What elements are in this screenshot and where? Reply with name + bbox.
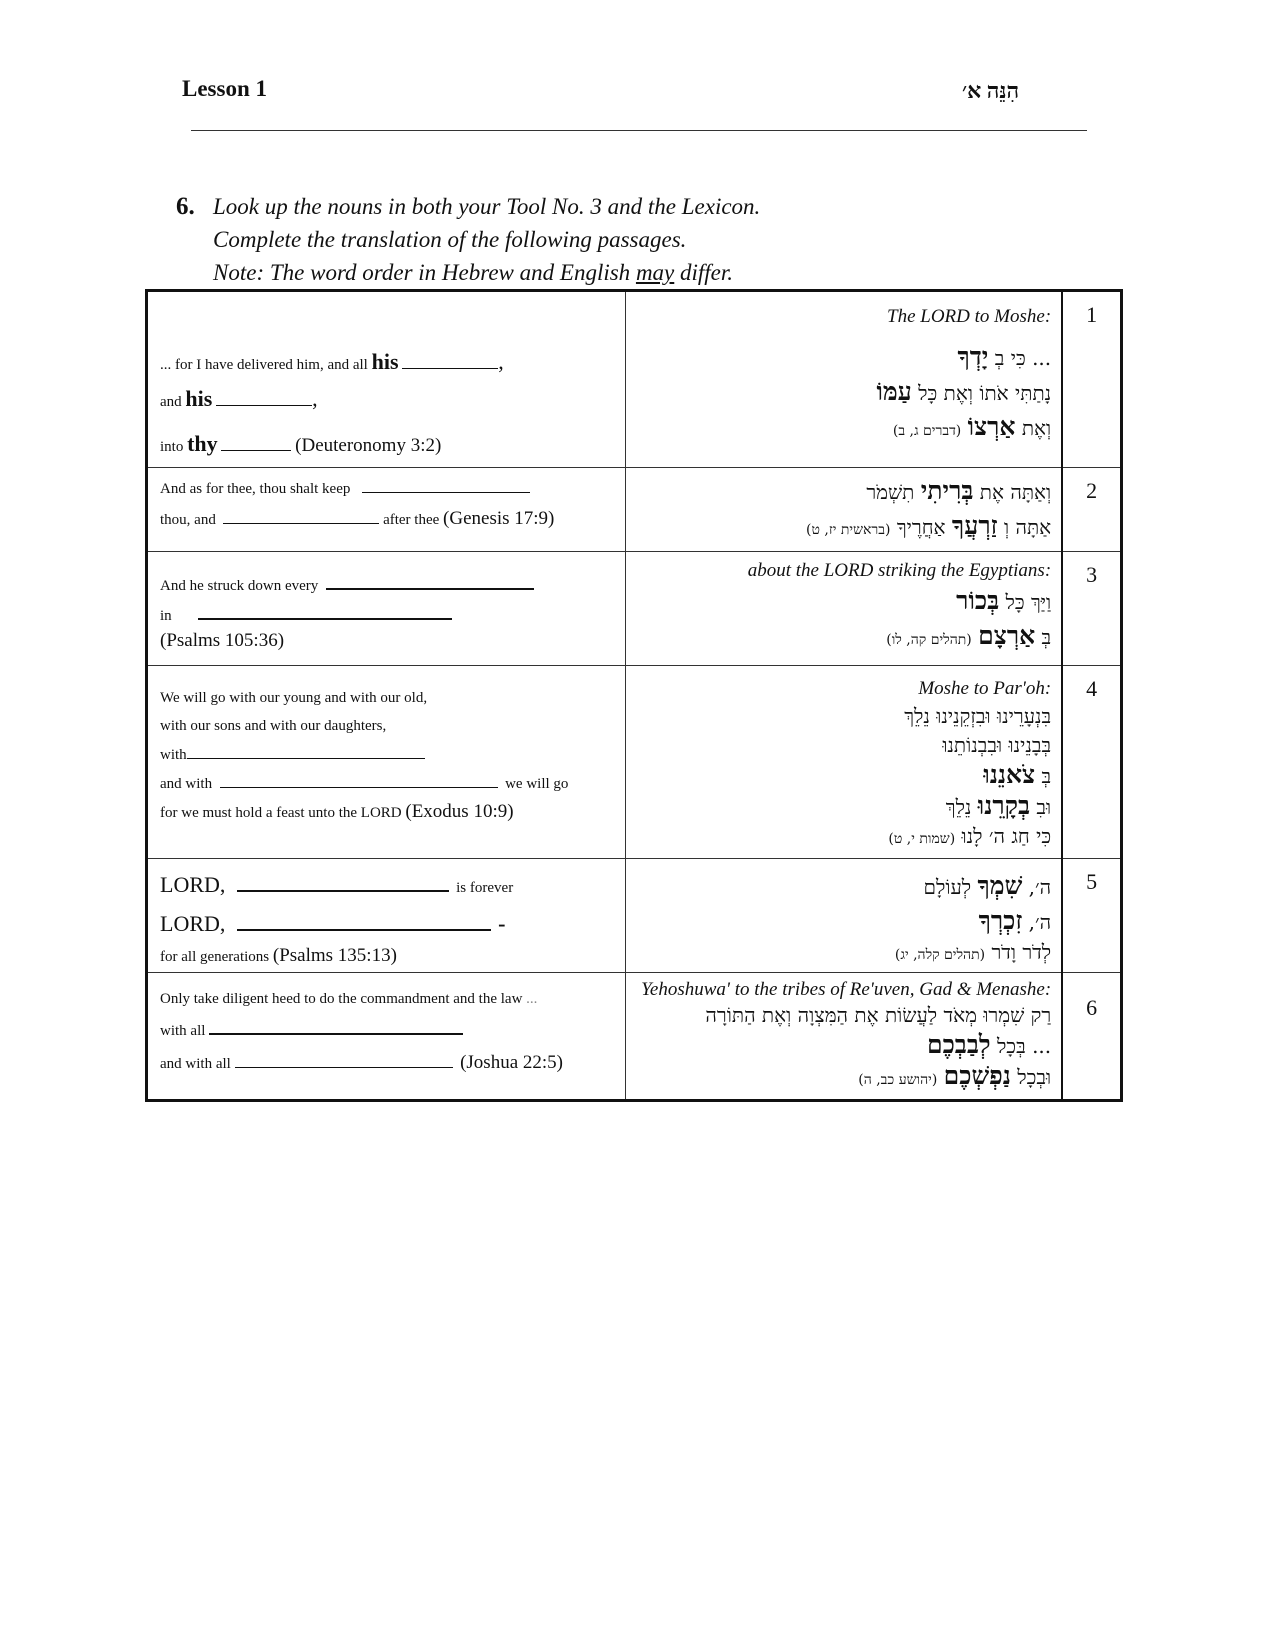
answer-blank[interactable] — [235, 1049, 453, 1068]
hebrew-cell: Moshe to Par'oh: בִּנְעָרֵינוּ וּבִזְקֵנֵינוּ נֵלֵךְ בְּבָנֵינוּ וּבִבְנוֹתֵנוּ בְּ צֹאנֵנוּ וּבִ בְקָרֵנוּ נֵלֵךְ כִּי חַג ה׳ לָנוּ (שמות י, ט) — [625, 666, 1062, 859]
exercise-number: 6. — [176, 193, 195, 220]
hebrew-cell: Yehoshuwa' to the tribes of Re'uven, Gad & Menashe: רַק שִׁמְרוּ מְאֹד לַעֲשׂוֹת אֶת הַמִּצְוָה וְאֶת הַתּוֹרָה ... בְּכָל לְבַבְכֶם וּבְכָל נַפְשְׁכֶם (יהושע כב, ה) — [625, 973, 1062, 1101]
verse-reference: (Genesis 17:9) — [443, 508, 555, 529]
english-cell: And as for thee, thou shalt keep thou, and after thee (Genesis 17:9) — [147, 468, 626, 552]
table-row — [147, 973, 1122, 1101]
hebrew-cell: ה׳, שִׁמְךָ לְעוֹלָם ה׳, זִכְרְךָ לְדֹר וָדֹר (תהלים קלה, יג) — [625, 859, 1062, 973]
table-row — [147, 552, 1122, 666]
answer-blank[interactable] — [223, 505, 379, 524]
answer-blank[interactable] — [221, 432, 291, 451]
hebrew-lesson-title: הִנֵּה א׳ — [962, 78, 1020, 103]
answer-blank[interactable] — [209, 1015, 463, 1035]
english-cell: We will go with our young and with our old, with our sons and with our daughters, with and with we will go for we must hold a feast unto the LORD (Exodus 10:9) — [147, 666, 626, 859]
answer-blank[interactable] — [326, 570, 534, 590]
row-number: 5 — [1062, 859, 1121, 973]
table-row — [147, 859, 1122, 973]
translation-table — [145, 289, 1123, 1102]
row-number: 4 — [1062, 666, 1121, 859]
row-number: 2 — [1062, 468, 1121, 552]
verse-reference: (Exodus 10:9) — [405, 801, 514, 822]
instruction-line-3: Note: The word order in Hebrew and English may differ. — [213, 260, 734, 285]
verse-reference: (Joshua 22:5) — [460, 1052, 563, 1073]
speaker-caption: The LORD to Moshe: — [887, 306, 1052, 327]
speaker-caption: about the LORD striking the Egyptians: — [747, 560, 1052, 581]
verse-reference: (Psalms 105:36) — [160, 630, 285, 651]
answer-blank[interactable] — [216, 387, 312, 406]
answer-blank[interactable] — [187, 740, 425, 759]
lesson-title: Lesson 1 — [182, 76, 267, 101]
header-divider — [191, 130, 1087, 131]
table-row — [147, 666, 1122, 859]
emphasis-may: may — [635, 260, 675, 285]
answer-blank[interactable] — [220, 769, 498, 788]
answer-blank[interactable] — [198, 600, 452, 620]
english-cell: Only take diligent heed to do the commandment and the law ... with all and with all (Joshua 22:5) — [147, 973, 626, 1101]
english-cell: And he struck down every in (Psalms 105:36) — [147, 552, 626, 666]
verse-reference: (Deuteronomy 3:2) — [295, 435, 442, 456]
answer-blank[interactable] — [237, 911, 491, 931]
english-cell: LORD, is forever LORD, - for all generations (Psalms 135:13) — [147, 859, 626, 973]
instruction-line-1: Look up the nouns in both your Tool No. 3 and the Lexicon. — [213, 194, 761, 219]
hebrew-cell: about the LORD striking the Egyptians: וַיַּךְ כָּל בְּכוֹר בְּ אַרְצָם (תהלים קה, לו) — [625, 552, 1062, 666]
english-cell: ... for I have delivered him, and all his , and his , into thy (Deuteronomy 3:2) — [147, 291, 626, 468]
speaker-caption: Moshe to Par'oh: — [918, 678, 1052, 699]
answer-blank[interactable] — [402, 350, 498, 369]
answer-blank[interactable] — [237, 872, 449, 892]
hebrew-cell: וְאַתָּה אֶת בְּרִיתִי תִשְׁמֹר אַתָּה וְ זַרְעֲךָ אַחֲרֶיךָ (בראשית יז, ט) — [625, 468, 1062, 552]
row-number: 3 — [1062, 552, 1121, 666]
table-row — [147, 291, 1122, 468]
instruction-line-2: Complete the translation of the following passages. — [213, 227, 687, 252]
speaker-caption: Yehoshuwa' to the tribes of Re'uven, Gad & Menashe: — [641, 979, 1052, 1000]
verse-reference: (Psalms 135:13) — [272, 945, 397, 966]
instructions — [176, 190, 760, 289]
row-number: 6 — [1062, 973, 1121, 1101]
hebrew-cell: The LORD to Moshe: ... כִּי בְ יָדְךָ נָתַתִּי אֹתוֹ וְאֶת כָּל עַמּוֹ וְאֶת אַרְצוֹ (דברים ג, ב) — [625, 291, 1062, 468]
table-row — [147, 468, 1122, 552]
row-number: 1 — [1062, 291, 1121, 468]
answer-blank[interactable] — [362, 474, 530, 493]
